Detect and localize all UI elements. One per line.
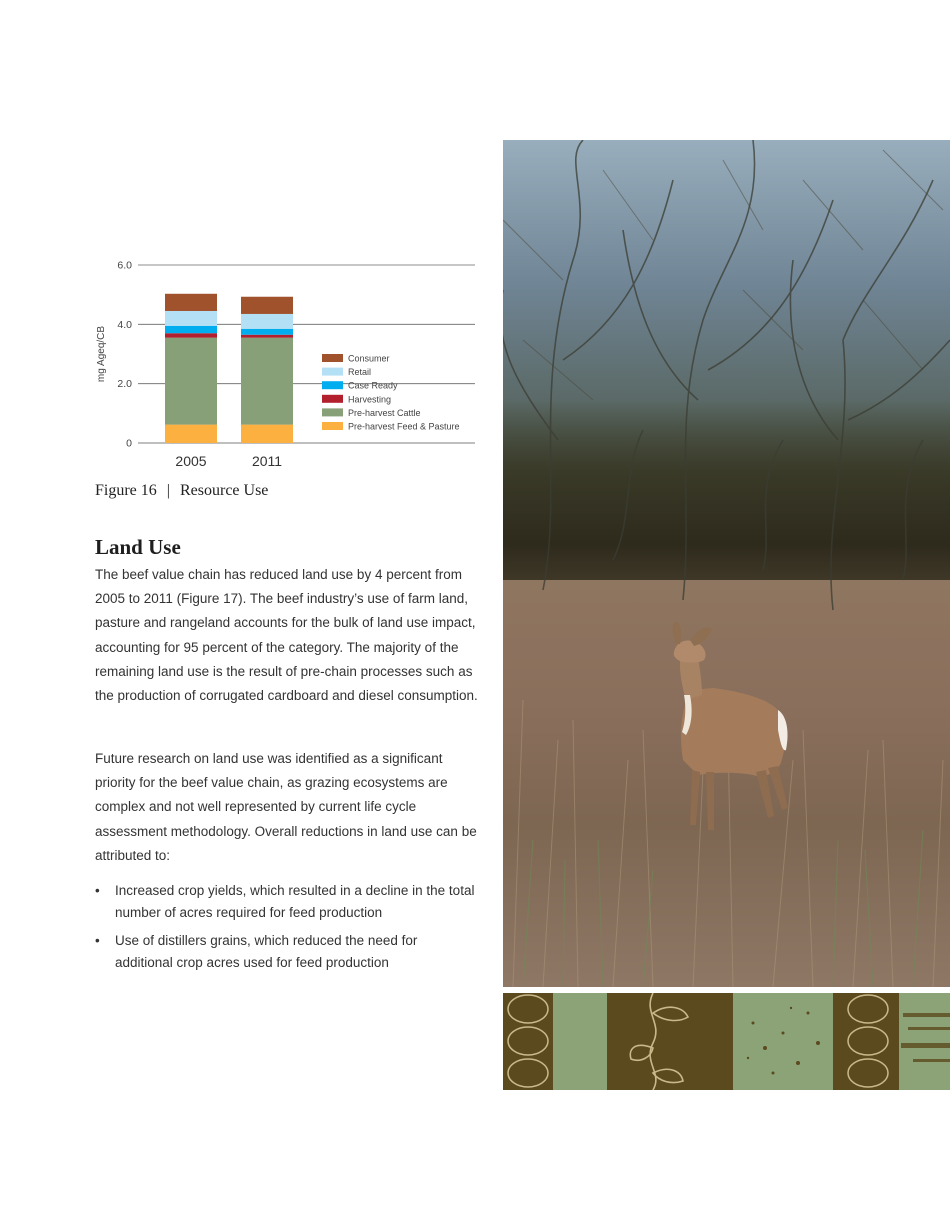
bar-segment — [165, 326, 217, 333]
legend-swatch — [322, 422, 343, 430]
paragraph-1: The beef value chain has reduced land use by 4 percent from 2005 to 2011 (Figure 17). The beef industry’s use of farm land, pasture and rangeland accounts for the bulk of land use impact, accounting for 95 percent of the category. The majority of the remaining land use is the result of pre-chain processes such as the production of corrugated cardboard and diesel consumption. — [95, 567, 478, 704]
deer — [672, 622, 788, 830]
bar-segment — [165, 425, 217, 443]
decorative-pattern-strip — [503, 993, 950, 1090]
bullet-text: Increased crop yields, which resulted in a decline in the total number of acres required for feed production — [115, 883, 475, 920]
bullet-item — [95, 880, 475, 924]
legend-label: Pre-harvest Feed & Pasture — [348, 421, 460, 432]
photo-illustration — [503, 140, 950, 987]
figure-title: Resource Use — [179, 482, 269, 499]
legend-label: Pre-harvest Cattle — [348, 407, 421, 418]
y-tick-label: 0 — [126, 437, 132, 450]
legend-swatch — [322, 354, 343, 362]
bar-segment — [165, 294, 217, 311]
pattern-illustration — [503, 993, 950, 1090]
legend-swatch — [322, 408, 343, 416]
legend-label: Consumer — [348, 353, 390, 364]
bar-segment — [165, 333, 217, 337]
legend-label: Harvesting — [348, 394, 392, 405]
figure-caption — [95, 482, 268, 500]
legend-label: Retail — [348, 367, 372, 378]
bar-segment — [241, 297, 293, 314]
tree-branches — [503, 140, 950, 610]
figure-number: Figure 16 — [95, 482, 157, 499]
bullet-text: Use of distillers grains, which reduced the need for additional crop acres used for feed production — [115, 933, 418, 970]
bar-segment — [241, 335, 293, 338]
bullet-item — [95, 930, 475, 974]
bar-segment — [241, 329, 293, 335]
bar-segment — [165, 338, 217, 425]
bar-segment — [241, 314, 293, 329]
legend-swatch — [322, 368, 343, 376]
bullet-icon: • — [95, 933, 100, 948]
bullet-icon: • — [95, 883, 100, 898]
bar-segment — [241, 338, 293, 425]
y-tick-label: 2.0 — [117, 378, 132, 391]
paragraph-2: Future research on land use was identified as a significant priority for the beef value chain, as grazing ecosystems are complex and not well represented by current life cycle assessment methodology. Overall reductions in land use can be attributed to: — [95, 751, 477, 863]
bullet-list — [95, 880, 475, 980]
bar-segment — [241, 425, 293, 443]
legend-swatch — [322, 395, 343, 403]
deer-photo — [503, 140, 950, 987]
legend-swatch — [322, 381, 343, 389]
x-tick-label: 2005 — [175, 453, 207, 469]
figure-separator: | — [166, 482, 170, 499]
legend-label: Case Ready — [348, 380, 398, 391]
y-tick-label: 6.0 — [117, 259, 132, 272]
y-tick-label: 4.0 — [117, 318, 132, 331]
section-title: Land Use — [95, 535, 181, 559]
y-axis-label: mg Ageq/CB — [96, 325, 107, 383]
resource-use-chart — [90, 250, 490, 475]
x-tick-label: 2011 — [251, 453, 283, 469]
bar-segment — [165, 311, 217, 326]
